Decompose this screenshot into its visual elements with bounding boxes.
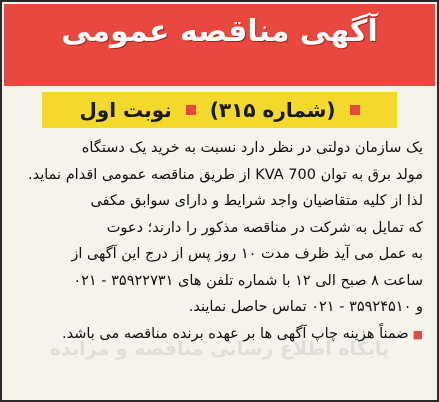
- square-bullet-icon: ■: [412, 327, 423, 341]
- notice-body: [16, 135, 423, 348]
- notice-number: (شماره ۳۱۵): [209, 98, 336, 122]
- body-line: مولد برق به توان 700 KVA از طریق مناقصه عمومی اقدام نماید.: [28, 166, 423, 183]
- note-text: ضمناً هزینه چاپ آگهی ها بر عهده برنده مناقصه می باشد.: [62, 325, 409, 342]
- watermark: پایگاه اطلاع رسانی مناقصه و مزایده: [49, 338, 390, 360]
- body-line: یک سازمان دولتی در نظر دارد نسبت به خرید یک دستگاه: [81, 140, 423, 156]
- body-line: لذا از کلیه متقاضیان واجد شرایط و دارای سوابق مکفی: [90, 193, 423, 209]
- body-line: به عمل می آید ظرف مدت ۱۰ روز پس از درج این آگهی از: [71, 246, 423, 262]
- notice-number-band: [42, 92, 397, 128]
- title-banner: [4, 4, 435, 86]
- square-bullet-icon: [350, 105, 360, 115]
- body-line: و ۳۵۹۲۴۵۱۰ - ۰۲۱ تماس حاصل نمایند.: [188, 299, 423, 315]
- note-line: [16, 321, 423, 349]
- square-bullet-icon: [186, 105, 196, 115]
- notice-round: نوبت اول: [79, 98, 172, 122]
- page-title: آگهی مناقصه عمومی: [61, 14, 378, 49]
- body-line: که تمایل به شرکت در مناقصه مذکور را دارند؛ دعوت: [106, 219, 423, 236]
- body-line: ساعت ۸ صبح الی ۱۲ با شماره تلفن های ۳۵۹۲۲۷۳۱ - ۰۲۱: [73, 272, 423, 289]
